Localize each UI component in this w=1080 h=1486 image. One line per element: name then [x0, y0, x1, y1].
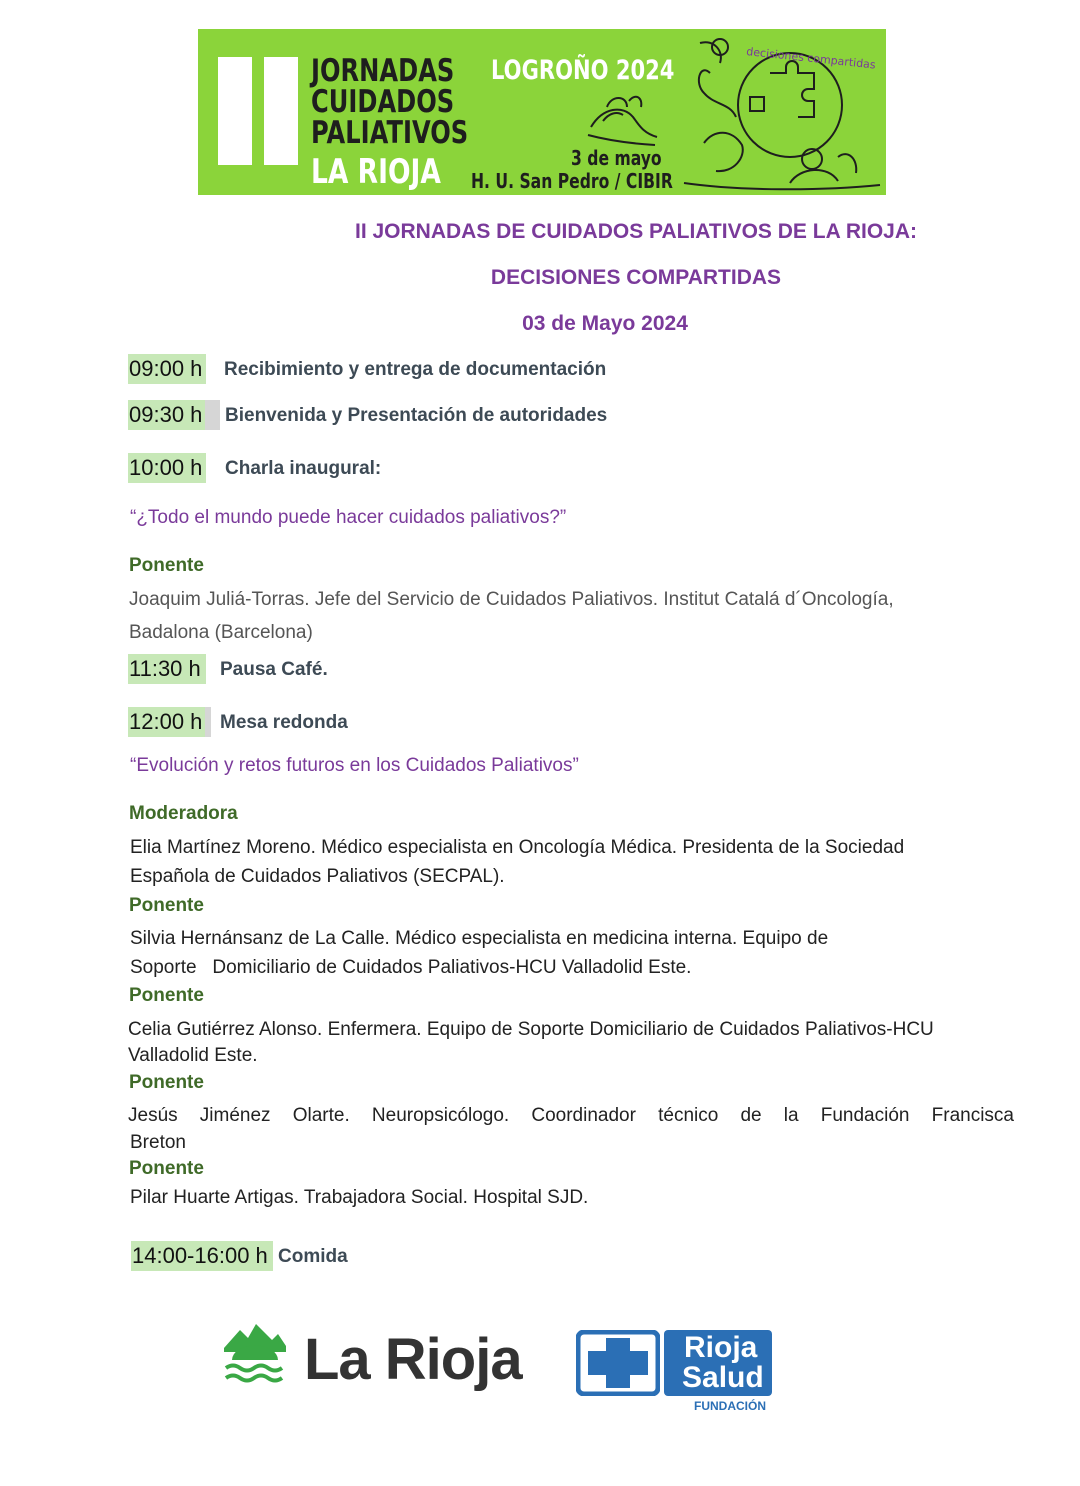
rioja-salud-fundacion: FUNDACIÓN	[694, 1399, 766, 1413]
banner-line4: LA RIOJA	[311, 152, 441, 192]
role-label: Ponente	[129, 555, 204, 576]
role-label: Ponente	[129, 1158, 204, 1179]
banner-date: 3 de mayo	[571, 146, 662, 170]
speaker-info: Silvia Hernánsanz de La Calle. Médico especialista en medicina interna. Equipo de	[130, 928, 829, 949]
time-slot: 09:00 h	[128, 354, 206, 384]
talk-title: “¿Todo el mundo puede hacer cuidados paliativos?”	[130, 507, 567, 528]
session-label: Recibimiento y entrega de documentación	[224, 359, 607, 380]
speaker-info: Soporte Domiciliario de Cuidados Paliativos-HCU Valladolid Este.	[130, 957, 692, 978]
session-label: Comida	[278, 1246, 348, 1267]
role-label: Ponente	[129, 1072, 204, 1093]
session-label: Mesa redonda	[220, 712, 348, 733]
la-rioja-emblem-icon	[222, 1320, 288, 1388]
moderator-info: Elia Martínez Moreno. Médico especialista en Oncología Médica. Presidenta de la Sociedad	[130, 837, 905, 858]
session-label: Pausa Café.	[220, 659, 328, 680]
banner-venue: H. U. San Pedro / CIBIR	[471, 169, 673, 193]
time-slot: 12:00 h	[128, 707, 211, 737]
numeral-bar-left	[218, 57, 252, 165]
la-rioja-logo-text: La Rioja	[304, 1327, 522, 1392]
rioja-salud-line2: Salud	[682, 1361, 764, 1394]
time-slot: 10:00 h	[128, 453, 206, 483]
banner-city-year: LOGROÑO 2024	[491, 55, 675, 86]
page-title: II JORNADAS DE CUIDADOS PALIATIVOS DE LA RIOJA:	[355, 220, 917, 243]
medical-cross-icon	[576, 1330, 660, 1396]
page-subtitle: DECISIONES COMPARTIDAS	[490, 266, 782, 289]
banner-line3: PALIATIVOS	[311, 115, 469, 151]
hands-puzzle-icon	[583, 87, 663, 149]
speaker-info: Joaquim Juliá-Torras. Jefe del Servicio de Cuidados Paliativos. Institut Catalá d´Oncología,	[129, 589, 894, 610]
speaker-info: Valladolid Este.	[128, 1045, 258, 1066]
speaker-info: Celia Gutiérrez Alonso. Enfermera. Equipo de Soporte Domiciliario de Cuidados Paliativos-HCU	[128, 1019, 934, 1040]
event-banner	[198, 29, 886, 195]
speaker-info: Breton	[130, 1132, 186, 1153]
event-date: 03 de Mayo 2024	[522, 312, 688, 335]
session-label: Charla inaugural:	[225, 458, 382, 479]
role-label: Moderadora	[129, 803, 238, 824]
speaker-info: Jesús Jiménez Olarte. Neuropsicólogo. Coordinador técnico de la Fundación Francisca	[128, 1105, 1014, 1126]
role-label: Ponente	[129, 985, 204, 1006]
moderator-info: Española de Cuidados Paliativos (SECPAL).	[130, 866, 505, 887]
rioja-salud-logo	[576, 1330, 772, 1396]
banner-motto: decisiones compartidas	[745, 45, 877, 72]
shared-decisions-illustration-icon	[680, 33, 884, 193]
role-label: Ponente	[129, 895, 204, 916]
rioja-salud-line1: Rioja	[684, 1331, 758, 1364]
banner-line1: JORNADAS	[311, 53, 455, 89]
time-slot: 14:00-16:00 h	[131, 1241, 273, 1271]
speaker-info: Pilar Huarte Artigas. Trabajadora Social. Hospital SJD.	[130, 1187, 589, 1208]
session-label: Bienvenida y Presentación de autoridades	[225, 405, 608, 426]
time-slot: 11:30 h	[128, 654, 206, 684]
banner-line2: CUIDADOS	[311, 84, 455, 120]
roundtable-title: “Evolución y retos futuros en los Cuidados Paliativos”	[130, 755, 579, 776]
time-slot: 09:30 h	[128, 400, 220, 430]
numeral-bar-right	[264, 57, 298, 165]
speaker-info: Badalona (Barcelona)	[129, 622, 313, 643]
